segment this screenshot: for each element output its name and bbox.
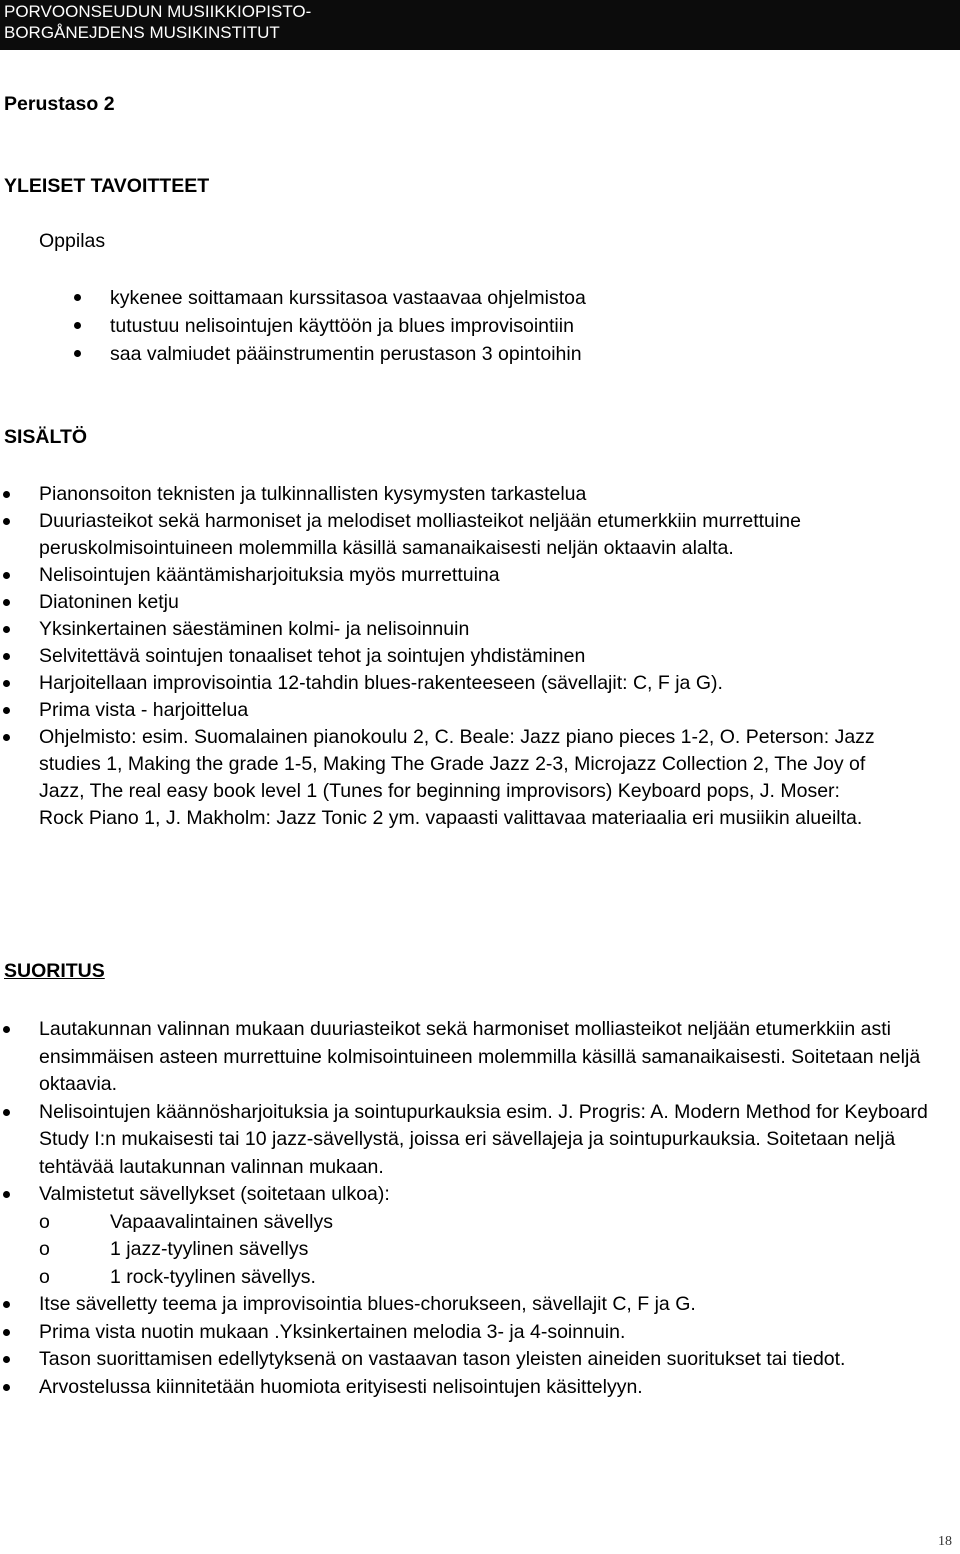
- sisalto-list: [0, 481, 960, 832]
- list-item-text: Selvitettävä sointujen tonaaliset tehot ja sointujen yhdistäminen: [39, 645, 586, 667]
- page-header: [0, 0, 960, 50]
- list-item: [0, 481, 960, 508]
- bullet-icon: [74, 350, 81, 357]
- page-number: 18: [938, 1534, 952, 1549]
- bullet-icon: [3, 1329, 10, 1336]
- bullet-icon: [3, 734, 10, 741]
- bullet-icon: [3, 707, 10, 714]
- sub-bullet-marker: o: [39, 1210, 50, 1233]
- list-item: [0, 562, 960, 589]
- list-item: [0, 1346, 960, 1374]
- list-item: [0, 724, 960, 832]
- bullet-icon: [3, 680, 10, 687]
- list-item: [0, 1374, 960, 1402]
- bullet-icon: [3, 1356, 10, 1363]
- yleiset-heading: YLEISET TAVOITTEET: [4, 175, 210, 197]
- header-line-1: PORVOONSEUDUN MUSIIKKIOPISTO-: [4, 2, 312, 21]
- list-item-text: Itse sävelletty teema ja improvisointia blues-chorukseen, sävellajit C, F ja G.: [39, 1293, 696, 1315]
- suoritus-heading-text: SUORITUS: [4, 960, 105, 982]
- list-item-text: Arvostelussa kiinnitetään huomiota erityisesti nelisointujen käsittelyyn.: [39, 1375, 643, 1398]
- bullet-icon: [3, 1026, 10, 1033]
- list-item: [0, 1319, 960, 1347]
- list-item: [0, 697, 960, 724]
- bullet-icon: [3, 599, 10, 606]
- page-title: Perustaso 2: [4, 93, 115, 115]
- bullet-icon: [3, 572, 10, 579]
- list-item: [0, 284, 960, 312]
- list-item: [0, 508, 960, 562]
- list-item-text: Diatoninen ketju: [39, 591, 179, 613]
- bullet-icon: [3, 1191, 10, 1198]
- bullet-icon: [3, 626, 10, 633]
- sub-list-item-text: Vapaavalintainen sävellys: [110, 1210, 333, 1233]
- bullet-icon: [74, 322, 81, 329]
- list-item: [0, 643, 960, 670]
- list-item-text: Pianonsoiton teknisten ja tulkinnallisten kysymysten tarkastelua: [39, 483, 587, 505]
- sub-list-item-text: 1 jazz-tyylinen sävellys: [110, 1238, 309, 1260]
- sub-list-item-text: 1 rock-tyylinen sävellys.: [110, 1265, 316, 1288]
- list-item: [0, 340, 960, 368]
- list-item: [0, 1291, 960, 1319]
- bullet-icon: [74, 294, 81, 301]
- list-item-text: tutustuu nelisointujen käyttöön ja blues improvisointiin: [110, 315, 574, 337]
- bullet-icon: [3, 1109, 10, 1116]
- list-item: [0, 312, 960, 340]
- header-line-2: BORGÅNEJDENS MUSIKINSTITUT: [4, 23, 280, 42]
- sub-bullet-marker: o: [39, 1265, 50, 1288]
- sub-list-item: [39, 1264, 946, 1292]
- list-item-text: Nelisointujen kääntämisharjoituksia myös murrettuina: [39, 564, 500, 586]
- list-item-text: saa valmiudet pääinstrumentin perustason 3 opintoihin: [110, 343, 582, 365]
- sub-bullet-marker: o: [39, 1238, 50, 1260]
- yleiset-subheading: Oppilas: [39, 230, 106, 252]
- bullet-icon: [3, 518, 10, 525]
- list-item: [0, 1181, 960, 1291]
- bullet-icon: [3, 653, 10, 660]
- list-item: [0, 616, 960, 643]
- sisalto-heading: SISÄLTÖ: [4, 426, 88, 448]
- bullet-icon: [3, 1301, 10, 1308]
- list-item: [0, 589, 960, 616]
- list-item: [0, 1016, 960, 1099]
- list-item-text: Ohjelmisto: esim. Suomalainen pianokoulu 2, C. Beale: Jazz piano pieces 1-2, O. Peterson: Jazz studies 1, Making the grade 1-5, Making The Grade Jazz 2-3, Microjazz Collection 2, The Joy of Jazz, The real easy book level 1 (Tunes for beginning improvisors) Keyboard pops, J. Moser: Rock Piano 1, J. Makholm: Jazz Tonic 2 ym. vapaasti valittavaa materiaalia eri musiikin alueilta.: [39, 726, 875, 829]
- list-item-text: Prima vista nuotin mukaan .Yksinkertainen melodia 3- ja 4-soinnuin.: [39, 1320, 626, 1343]
- bullet-icon: [3, 1384, 10, 1391]
- sub-list-item: [39, 1236, 946, 1264]
- yleiset-list: [0, 284, 960, 368]
- sub-list: [39, 1209, 946, 1292]
- list-item-text: Valmistetut sävellykset (soitetaan ulkoa):: [39, 1183, 390, 1205]
- list-item-text: Tason suorittamisen edellytyksenä on vastaavan tason yleisten aineiden suoritukset tai tiedot.: [39, 1348, 846, 1370]
- list-item-text: Harjoitellaan improvisointia 12-tahdin blues-rakenteeseen (sävellajit: C, F ja G).: [39, 672, 723, 694]
- list-item: [0, 670, 960, 697]
- list-item: [0, 1099, 960, 1182]
- list-item-text: Lautakunnan valinnan mukaan duuriasteikot sekä harmoniset molliasteikot neljään etumerkkiin asti ensimmäisen asteen murrettuine kolmisointuineen molemmilla käsillä samanaikaisesti. Soitetaan neljä oktaavia.: [39, 1018, 921, 1095]
- list-item-text: Yksinkertainen säestäminen kolmi- ja nelisoinnuin: [39, 618, 470, 640]
- suoritus-list: [0, 1016, 960, 1401]
- suoritus-heading: [4, 960, 105, 983]
- list-item-text: Nelisointujen käännösharjoituksia ja sointupurkauksia esim. J. Progris: A. Modern Method for Keyboard Study I:n mukaisesti tai 10 jazz-sävellystä, joissa eri sävellajeja ja sointupurkauksia. Soitetaan neljä tehtävää lautakunnan valinnan mukaan.: [39, 1100, 928, 1178]
- list-item-text: Duuriasteikot sekä harmoniset ja melodiset molliasteikot neljään etumerkkiin murrettuine peruskolmisointuineen molemmilla käsillä samanaikaisesti neljän oktaavin alalta.: [39, 510, 801, 559]
- list-item-text: Prima vista - harjoittelua: [39, 699, 249, 721]
- bullet-icon: [3, 491, 10, 498]
- list-item-text: kykenee soittamaan kurssitasoa vastaavaa ohjelmistoa: [110, 287, 586, 309]
- sub-list-item: [39, 1209, 946, 1237]
